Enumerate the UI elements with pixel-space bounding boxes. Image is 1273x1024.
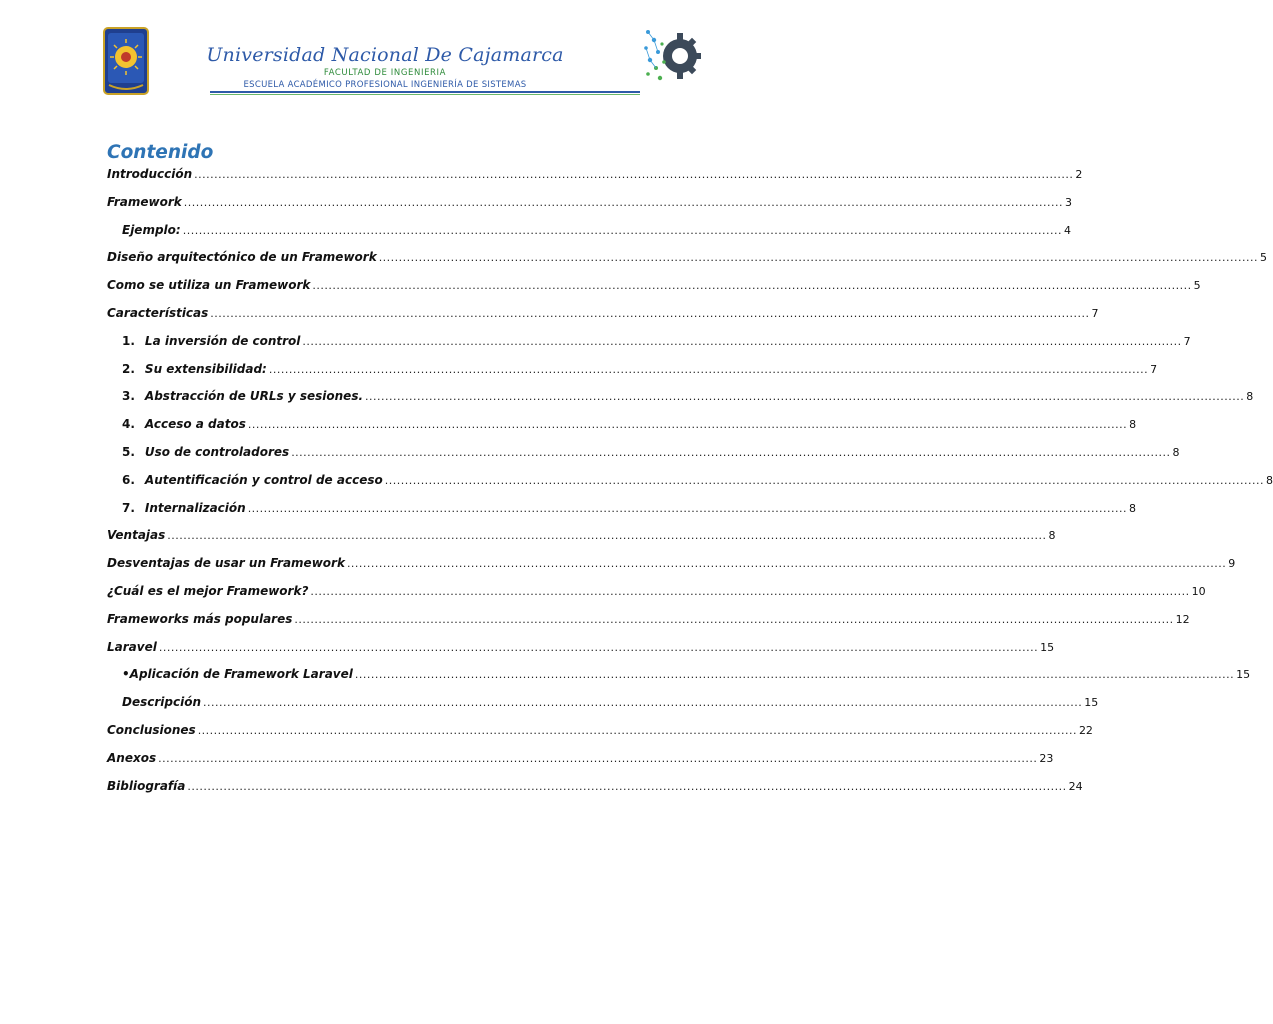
toc-entry-title: Acceso a datos — [144, 417, 246, 432]
toc-entry-title: Su extensibilidad: — [144, 361, 267, 376]
university-name: Universidad Nacional De Cajamarca — [206, 44, 564, 66]
toc-entry-number: 7. — [122, 500, 135, 515]
toc-entry-leader: ............................................................................................................................................................................................................................ — [378, 251, 1258, 265]
toc-entry-leader: ............................................................................................................................................................................................................................ — [203, 696, 1083, 710]
toc-entry-title: ¿Cuál es el mejor Framework? — [107, 584, 309, 598]
header-rule-green — [210, 94, 640, 95]
toc-entry-page: 24 — [1068, 779, 1083, 793]
toc-entry-title: Abstracción de URLs y sesiones. — [144, 389, 364, 404]
toc-entry[interactable] — [107, 306, 1099, 326]
toc-entry-page: 23 — [1039, 751, 1054, 765]
toc-entry-number: 2. — [122, 361, 135, 376]
toc-entry[interactable] — [107, 194, 1073, 215]
toc-entry[interactable] — [122, 472, 1273, 493]
toc-entry-leader: ............................................................................................................................................................................................................................ — [310, 585, 1190, 598]
toc-entry-leader: ............................................................................................................................................................................................................................ — [268, 362, 1149, 376]
toc-entry-page: 8 — [1128, 501, 1136, 515]
faculty-name: FACULTAD DE INGENIERIA — [323, 68, 447, 78]
toc-entry-page: 15 — [1084, 696, 1099, 710]
toc-entry-leader: ............................................................................................................................................................................................................................ — [384, 473, 1264, 487]
toc-entry-title: Ventajas — [107, 528, 166, 543]
gear-circuit-icon — [640, 20, 702, 92]
toc-entry[interactable] — [107, 556, 1236, 576]
toc-entry[interactable] — [107, 278, 1201, 298]
toc-entry-leader: ............................................................................................................................................................................................................................ — [183, 195, 1064, 209]
toc-entry-title: Anexos — [107, 750, 157, 765]
school-name: ESCUELA ACADÉMICO PROFESIONAL INGENIERÍA DE SISTEMAS — [243, 80, 527, 90]
toc-entry[interactable] — [122, 500, 1136, 521]
toc-entry-title: Internalización — [144, 500, 246, 515]
toc-heading: Contenido — [107, 142, 214, 163]
toc-entry-page: 2 — [1075, 168, 1083, 181]
toc-entry-leader: ............................................................................................................................................................................................................................ — [354, 668, 1235, 682]
toc-entry-title: Framework — [107, 194, 182, 209]
toc-entry-title: Diseño arquitectónico de un Framework — [107, 250, 377, 265]
toc-entry-leader: ............................................................................................................................................................................................................................ — [194, 168, 1074, 181]
university-seal-icon — [103, 27, 149, 97]
toc-entry-page: 15 — [1236, 668, 1251, 682]
toc-entry-title: Introducción — [107, 167, 193, 181]
toc-entry-title: Bibliografía — [107, 778, 186, 793]
toc-entry-title: Desventajas de usar un Framework — [107, 556, 345, 571]
toc-entry-bullet: • — [122, 667, 130, 682]
toc-entry-page: 8 — [1246, 390, 1254, 404]
toc-entry-page: 8 — [1048, 529, 1056, 543]
toc-entry-page: 10 — [1191, 585, 1206, 598]
toc-entry-number: 1. — [122, 333, 135, 348]
toc-entry-page: 12 — [1175, 612, 1190, 626]
toc-entry-number: 3. — [122, 389, 135, 404]
toc-entry-title: La inversión de control — [144, 333, 301, 348]
toc-entry-page: 3 — [1065, 195, 1073, 209]
toc-entry-leader: ............................................................................................................................................................................................................................ — [247, 501, 1127, 515]
toc-entry-leader: ............................................................................................................................................................................................................................ — [158, 640, 1039, 654]
toc-entry-title: Descripción — [122, 695, 201, 710]
toc-entry-page: 8 — [1129, 418, 1137, 432]
toc-entry-page: 5 — [1259, 251, 1267, 265]
toc-entry-leader: ............................................................................................................................................................................................................................ — [291, 446, 1171, 459]
toc-entry[interactable] — [107, 167, 1083, 187]
toc-entry-title: Características — [107, 306, 209, 320]
toc-entry[interactable] — [122, 445, 1180, 465]
toc-entry-number: 4. — [122, 417, 135, 432]
toc-entry[interactable] — [107, 778, 1083, 799]
toc-entry-leader: ............................................................................................................................................................................................................................ — [247, 418, 1128, 432]
toc-entry[interactable] — [107, 250, 1267, 270]
toc-entry-title: Ejemplo: — [122, 222, 181, 237]
toc-entry-leader: ............................................................................................................................................................................................................................ — [182, 223, 1062, 237]
toc-entry-title: Autentificación y control de acceso — [144, 472, 383, 487]
toc-entry[interactable] — [107, 723, 1093, 743]
toc-entry[interactable] — [107, 528, 1056, 548]
toc-entry-page: 22 — [1078, 724, 1093, 737]
toc-entry-page: 9 — [1228, 557, 1236, 571]
toc-entry-page: 7 — [1183, 334, 1191, 348]
toc-entry[interactable] — [107, 639, 1055, 660]
page-header — [0, 0, 768, 100]
toc-entry-page: 4 — [1063, 223, 1071, 237]
toc-entry[interactable] — [122, 222, 1071, 243]
toc-entry-page: 8 — [1172, 446, 1180, 459]
toc-entry-title: Conclusiones — [107, 723, 196, 737]
toc-entry-leader: ............................................................................................................................................................................................................................ — [346, 557, 1227, 571]
toc-entry-title: Aplicación de Framework Laravel — [129, 667, 353, 682]
toc-entry-page: 15 — [1040, 640, 1055, 654]
toc-entry-title: Uso de controladores — [144, 445, 290, 459]
toc-entry-leader: ............................................................................................................................................................................................................................ — [167, 529, 1047, 543]
toc-entry[interactable] — [122, 361, 1158, 382]
toc-entry-number: 6. — [122, 472, 135, 487]
toc-entry-number: 5. — [122, 445, 135, 459]
toc-entry-page: 8 — [1265, 473, 1273, 487]
header-rule-blue — [210, 91, 640, 93]
toc-entry-leader: ............................................................................................................................................................................................................................ — [187, 779, 1067, 793]
toc-entry[interactable] — [122, 667, 1251, 687]
toc-entry-title: Laravel — [107, 639, 157, 654]
toc-entry-leader: ............................................................................................................................................................................................................................ — [210, 307, 1090, 320]
toc-entry[interactable] — [122, 333, 1191, 354]
toc-entry[interactable] — [107, 584, 1206, 604]
toc-entry-leader: ............................................................................................................................................................................................................................ — [365, 390, 1245, 404]
toc-entry-leader: ............................................................................................................................................................................................................................ — [312, 279, 1192, 293]
toc-entry-page: 7 — [1091, 307, 1099, 320]
toc-entry[interactable] — [107, 750, 1054, 771]
toc-entry-page: 7 — [1150, 362, 1158, 376]
toc-entry[interactable] — [122, 695, 1099, 715]
toc-entry-title: Frameworks más populares — [107, 611, 293, 626]
toc-entry-leader: ............................................................................................................................................................................................................................ — [197, 724, 1077, 737]
toc-entry[interactable] — [122, 417, 1137, 437]
toc-entry-page: 5 — [1193, 279, 1201, 293]
toc-entry-title: Como se utiliza un Framework — [107, 278, 311, 293]
toc-entry[interactable] — [122, 389, 1254, 409]
toc-entry-leader: ............................................................................................................................................................................................................................ — [158, 751, 1038, 765]
toc-entry-leader: ............................................................................................................................................................................................................................ — [302, 334, 1182, 348]
toc-entry-leader: ............................................................................................................................................................................................................................ — [294, 612, 1174, 626]
toc-entry[interactable] — [107, 611, 1190, 632]
